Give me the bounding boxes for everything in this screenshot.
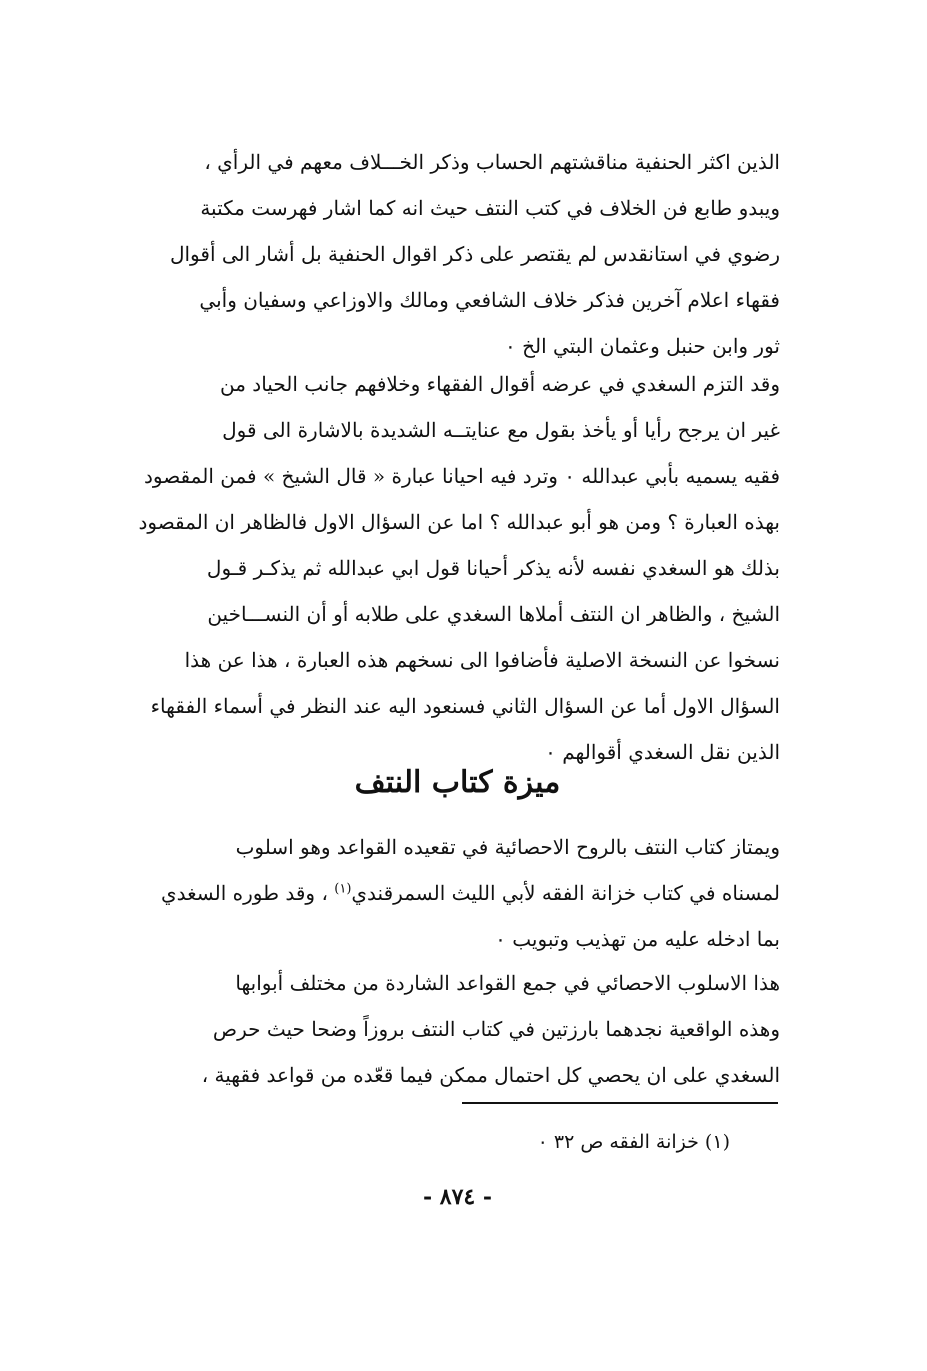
text-line: السغدي على ان يحصي كل احتمال ممكن فيما قعّده من قواعد فقهية ،: [201, 1063, 780, 1087]
text-line: هذا الاسلوب الاحصائي في جمع القواعد الشاردة من مختلف أبوابها: [235, 971, 780, 995]
text-line: ثور وابن حنبل وعثمان البتي الخ ٠: [505, 334, 780, 358]
footnote-separator: [462, 1102, 778, 1104]
text-line: غير ان يرجح رأيا أو يأخذ بقول مع عنايتــه الشديدة بالاشارة الى قول: [222, 418, 780, 442]
paragraph-1: [135, 139, 780, 369]
text-line: بهذه العبارة ؟ ومن هو أبو عبدالله ؟ اما عن السؤال الاول فالظاهر ان المقصود: [138, 510, 780, 534]
text-line: ويبدو طابع فن الخلاف في كتب النتف حيث انه كما اشار فهرست مكتبة: [200, 196, 780, 220]
footnote: (١) خزانة الفقه ص ٣٢ ٠: [537, 1131, 730, 1153]
text-line: ويمتاز كتاب النتف بالروح الاحصائية في تقعيده القواعد وهو اسلوب: [235, 835, 780, 859]
paragraph-2: [135, 361, 780, 775]
text-line: [135, 870, 780, 916]
text-line: الذين نقل السغدي أقوالهم ٠: [545, 740, 780, 764]
text-segment: ، وقد طوره السغدي: [160, 881, 328, 905]
text-line: رضوي في استانقدس لم يقتصر على ذكر اقوال الحنفية بل أشار الى أقوال: [169, 242, 780, 266]
section-heading: ميزة كتاب النتف: [354, 765, 561, 800]
text-line: نسخوا عن النسخة الاصلية فأضافوا الى نسخهم هذه العبارة ، هذا عن هذا: [184, 648, 780, 672]
text-line: وهذه الواقعية نجدهما بارزتين في كتاب النتف بروزاً وضحا حيث حرص: [212, 1017, 780, 1041]
text-segment: لمسناه في كتاب خزانة الفقه لأبي الليث السمرقندي: [351, 881, 780, 905]
text-line: الشيخ ، والظاهر ان النتف أملاها السغدي على طلابه أو أن النســـاخين: [207, 602, 780, 626]
text-line: فقهاء اعلام آخرين فذكر خلاف الشافعي ومالك والاوزاعي وسفيان وأبي: [199, 288, 780, 312]
text-line: الذين اكثر الحنفية مناقشتهم الحساب وذكر الخـــلاف معهم في الرأي ،: [204, 150, 780, 174]
paragraph-3: [135, 824, 780, 962]
text-line: فقيه يسميه بأبي عبدالله ٠ وترد فيه احيانا عبارة « قال الشيخ » فمن المقصود: [143, 464, 780, 488]
text-line: بما ادخله عليه من تهذيب وتبويب ٠: [495, 927, 780, 951]
text-line: وقد التزم السغدي في عرضه أقوال الفقهاء وخلافهم جانب الحياد من: [220, 372, 780, 396]
page-number: - ٨٧٤ -: [422, 1184, 493, 1210]
text-line: بذلك هو السغدي نفسه لأنه يذكر أحيانا قول ابي عبدالله ثم يذكـر قـول: [206, 556, 780, 580]
text-line: السؤال الاول أما عن السؤال الثاني فسنعود اليه عند النظر في أسماء الفقهاء: [150, 694, 780, 718]
footnote-reference: (١): [334, 881, 352, 897]
paragraph-4: [135, 960, 780, 1098]
